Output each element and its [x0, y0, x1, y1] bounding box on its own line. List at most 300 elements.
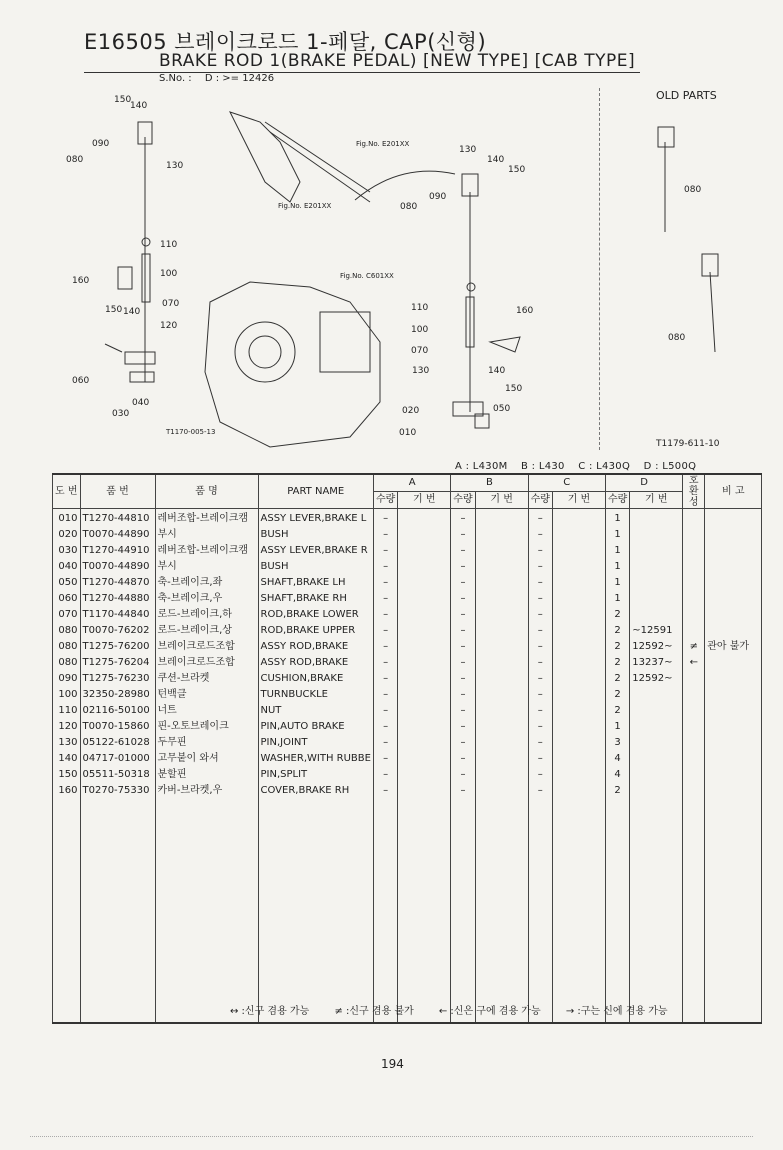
qty-d: 2 [605, 623, 629, 639]
fig-ref: Fig.No. C601XX [340, 272, 394, 280]
serial-a [398, 591, 451, 607]
serial-d [630, 703, 683, 719]
qty-a: – [373, 719, 397, 735]
serial-a [398, 607, 451, 623]
part-number: T0070-15860 [80, 719, 155, 735]
callout: 040 [132, 398, 150, 408]
qty-d: 2 [605, 607, 629, 623]
serial-a [398, 783, 451, 799]
serial-b [475, 559, 528, 575]
qty-b: – [451, 687, 475, 703]
part-name: PIN,AUTO BRAKE [258, 719, 373, 735]
variant-legend [455, 461, 706, 472]
name-korean: 부시 [155, 527, 258, 543]
serial-label: S.No. : [159, 73, 192, 84]
qty-c: – [528, 687, 552, 703]
qty-d: 2 [605, 639, 629, 655]
callout: 150 [508, 165, 526, 175]
name-korean: 브레이크로드조합 [155, 655, 258, 671]
callout: 140 [130, 101, 148, 111]
part-name: COVER,BRAKE RH [258, 783, 373, 799]
qty-c: – [528, 591, 552, 607]
exploded-diagram [50, 82, 750, 454]
page-number: 194 [381, 1057, 404, 1071]
empty-cell [80, 799, 155, 1023]
callout: 090 [429, 192, 447, 202]
qty-d: 2 [605, 655, 629, 671]
qty-b: – [451, 783, 475, 799]
header-qty: 수량 [605, 492, 629, 509]
empty-cell [475, 799, 528, 1023]
qty-c: – [528, 527, 552, 543]
qty-c: – [528, 639, 552, 655]
compat-mark [683, 687, 705, 703]
qty-b: – [451, 575, 475, 591]
qty-a: – [373, 735, 397, 751]
empty-cell [398, 799, 451, 1023]
qty-c: – [528, 783, 552, 799]
qty-a: – [373, 543, 397, 559]
qty-b: – [451, 623, 475, 639]
serial-d [630, 591, 683, 607]
compat-mark [683, 623, 705, 639]
remarks [705, 735, 762, 751]
qty-b: – [451, 703, 475, 719]
callout: 090 [92, 139, 110, 149]
row-number: 110 [53, 703, 81, 719]
table-row [53, 687, 762, 703]
qty-d: 1 [605, 575, 629, 591]
serial-a [398, 671, 451, 687]
serial-c [552, 607, 605, 623]
row-number: 160 [53, 783, 81, 799]
qty-a: – [373, 671, 397, 687]
qty-c: – [528, 559, 552, 575]
serial-a [398, 735, 451, 751]
compat-mark [683, 719, 705, 735]
qty-a: – [373, 655, 397, 671]
qty-a: – [373, 687, 397, 703]
qty-b: – [451, 559, 475, 575]
compat-mark [683, 543, 705, 559]
header-serial: 기 번 [398, 492, 451, 509]
qty-a: – [373, 607, 397, 623]
remarks [705, 591, 762, 607]
empty-cell [683, 799, 705, 1023]
callout: 100 [411, 325, 429, 335]
remarks [705, 527, 762, 543]
serial-a [398, 559, 451, 575]
qty-b: – [451, 591, 475, 607]
serial-b [475, 509, 528, 528]
variant-d: D : L500Q [643, 461, 697, 472]
serial-a [398, 623, 451, 639]
serial-c [552, 509, 605, 528]
compat-mark [683, 527, 705, 543]
legend-item: ↔ :신구 겸용 가능 [230, 1006, 310, 1017]
part-name: SHAFT,BRAKE LH [258, 575, 373, 591]
table-row [53, 751, 762, 767]
row-number: 060 [53, 591, 81, 607]
serial-c [552, 527, 605, 543]
serial-c [552, 671, 605, 687]
name-korean: 레버조합-브레이크캠 [155, 509, 258, 528]
table-row [53, 509, 762, 528]
part-number: T0270-75330 [80, 783, 155, 799]
qty-c: – [528, 767, 552, 783]
header-variant-a: A [373, 474, 450, 492]
page-title-korean: E16505 브레이크로드 1-페달, CAP(신형) [84, 30, 487, 54]
serial-c [552, 751, 605, 767]
row-number: 080 [53, 623, 81, 639]
remarks [705, 543, 762, 559]
compat-mark [683, 591, 705, 607]
qty-c: – [528, 543, 552, 559]
callout: 120 [160, 321, 178, 331]
remarks [705, 623, 762, 639]
qty-a: – [373, 591, 397, 607]
part-name: BUSH [258, 559, 373, 575]
table-row [53, 767, 762, 783]
qty-a: – [373, 559, 397, 575]
serial-c [552, 559, 605, 575]
qty-b: – [451, 719, 475, 735]
serial-d [630, 751, 683, 767]
empty-cell [373, 799, 397, 1023]
header-variant-c: C [528, 474, 605, 492]
header-qty: 수량 [373, 492, 397, 509]
name-korean: 너트 [155, 703, 258, 719]
row-number: 080 [53, 655, 81, 671]
header-serial: 기 번 [475, 492, 528, 509]
qty-d: 4 [605, 751, 629, 767]
compat-mark [683, 607, 705, 623]
callout: 150 [114, 95, 132, 105]
row-number: 130 [53, 735, 81, 751]
part-name: WASHER,WITH RUBBE [258, 751, 373, 767]
row-number: 140 [53, 751, 81, 767]
empty-cell [53, 799, 81, 1023]
callout: 020 [402, 406, 420, 416]
header-remarks: 비 고 [705, 474, 762, 509]
fig-ref: Fig.No. E201XX [278, 202, 332, 210]
part-number: T1275-76200 [80, 639, 155, 655]
table-row [53, 591, 762, 607]
serial-b [475, 735, 528, 751]
qty-a: – [373, 639, 397, 655]
figure-ref-main: T1170-005-13 [166, 428, 216, 436]
table-row [53, 575, 762, 591]
remarks [705, 703, 762, 719]
remarks [705, 509, 762, 528]
callout: 140 [123, 307, 141, 317]
qty-d: 2 [605, 783, 629, 799]
header-variant-b: B [451, 474, 528, 492]
part-name: SHAFT,BRAKE RH [258, 591, 373, 607]
name-korean: 부시 [155, 559, 258, 575]
callout: 010 [399, 428, 417, 438]
figure-ref-old: T1179-611-10 [656, 439, 720, 449]
row-number: 040 [53, 559, 81, 575]
serial-d [630, 543, 683, 559]
table-row [53, 607, 762, 623]
table-row [53, 671, 762, 687]
compat-mark: ≠ [683, 639, 705, 655]
part-name: ASSY LEVER,BRAKE R [258, 543, 373, 559]
table-row [53, 639, 762, 655]
table-row [53, 543, 762, 559]
qty-a: – [373, 751, 397, 767]
callout: 140 [487, 155, 505, 165]
serial-d [630, 559, 683, 575]
qty-d: 4 [605, 767, 629, 783]
table-row [53, 703, 762, 719]
table-filler [53, 799, 762, 1023]
compat-mark [683, 703, 705, 719]
row-number: 080 [53, 639, 81, 655]
serial-a [398, 639, 451, 655]
callout: 070 [411, 346, 429, 356]
name-korean: 축-브레이크,좌 [155, 575, 258, 591]
row-number: 090 [53, 671, 81, 687]
part-name: PIN,SPLIT [258, 767, 373, 783]
table-row [53, 527, 762, 543]
row-number: 050 [53, 575, 81, 591]
serial-a [398, 719, 451, 735]
qty-c: – [528, 607, 552, 623]
name-korean: 카버-브라켓,우 [155, 783, 258, 799]
serial-a [398, 527, 451, 543]
header-qty: 수량 [528, 492, 552, 509]
serial-c [552, 639, 605, 655]
table-row [53, 783, 762, 799]
row-number: 010 [53, 509, 81, 528]
part-name: ASSY LEVER,BRAKE L [258, 509, 373, 528]
qty-d: 1 [605, 559, 629, 575]
callout: 160 [516, 306, 534, 316]
qty-b: – [451, 655, 475, 671]
empty-cell [258, 799, 373, 1023]
name-korean: 분할핀 [155, 767, 258, 783]
serial-c [552, 543, 605, 559]
header-serial: 기 번 [552, 492, 605, 509]
serial-b [475, 655, 528, 671]
qty-d: 2 [605, 671, 629, 687]
name-korean: 쿠션-브라켓 [155, 671, 258, 687]
serial-c [552, 687, 605, 703]
table-row [53, 655, 762, 671]
part-number: T0070-76202 [80, 623, 155, 639]
serial-b [475, 767, 528, 783]
part-number: 05511-50318 [80, 767, 155, 783]
name-korean: 턴백클 [155, 687, 258, 703]
serial-b [475, 639, 528, 655]
part-name: BUSH [258, 527, 373, 543]
qty-a: – [373, 527, 397, 543]
name-korean: 로드-브레이크,상 [155, 623, 258, 639]
serial-a [398, 509, 451, 528]
serial-d [630, 735, 683, 751]
serial-b [475, 703, 528, 719]
remarks [705, 559, 762, 575]
header-no: 도 번 [53, 474, 81, 509]
serial-b [475, 783, 528, 799]
compat-mark [683, 671, 705, 687]
part-number: T1270-44810 [80, 509, 155, 528]
table-row [53, 623, 762, 639]
part-name: CUSHION,BRAKE [258, 671, 373, 687]
qty-d: 2 [605, 687, 629, 703]
remarks [705, 767, 762, 783]
callout: 050 [493, 404, 511, 414]
parts-table [52, 473, 762, 1024]
empty-cell [155, 799, 258, 1023]
old-parts-label: OLD PARTS [656, 89, 717, 102]
qty-c: – [528, 735, 552, 751]
serial-d [630, 527, 683, 543]
compat-mark [683, 783, 705, 799]
remarks [705, 719, 762, 735]
serial-d [630, 687, 683, 703]
qty-b: – [451, 735, 475, 751]
header-part-no: 품 번 [80, 474, 155, 509]
row-number: 030 [53, 543, 81, 559]
part-number: T1270-44910 [80, 543, 155, 559]
serial-b [475, 751, 528, 767]
qty-b: – [451, 527, 475, 543]
header-qty: 수량 [451, 492, 475, 509]
qty-c: – [528, 719, 552, 735]
part-name: ASSY ROD,BRAKE [258, 655, 373, 671]
part-number: 02116-50100 [80, 703, 155, 719]
remarks [705, 655, 762, 671]
qty-c: – [528, 671, 552, 687]
footer-rule [30, 1136, 753, 1137]
remarks: 관아 불가 [705, 639, 762, 655]
part-number: T0070-44890 [80, 559, 155, 575]
page-title-english: BRAKE ROD 1(BRAKE PEDAL) [NEW TYPE] [CAB TYPE] [159, 51, 636, 71]
callout: 160 [72, 276, 90, 286]
remarks [705, 671, 762, 687]
serial-d [630, 509, 683, 528]
table-row [53, 719, 762, 735]
compat-mark [683, 767, 705, 783]
qty-b: – [451, 607, 475, 623]
qty-a: – [373, 623, 397, 639]
qty-b: – [451, 751, 475, 767]
serial-d: 12592~ [630, 671, 683, 687]
serial-b [475, 575, 528, 591]
serial-d: ~12591 [630, 623, 683, 639]
qty-c: – [528, 751, 552, 767]
serial-d [630, 607, 683, 623]
qty-d: 1 [605, 527, 629, 543]
qty-a: – [373, 783, 397, 799]
callout: 060 [72, 376, 90, 386]
compat-mark [683, 509, 705, 528]
qty-d: 3 [605, 735, 629, 751]
serial-b [475, 623, 528, 639]
name-korean: 핀-오토브레이크 [155, 719, 258, 735]
name-korean: 축-브레이크,우 [155, 591, 258, 607]
qty-a: – [373, 509, 397, 528]
legend-item: → :구는 신에 겸용 가능 [565, 1006, 668, 1017]
part-name: TURNBUCKLE [258, 687, 373, 703]
qty-d: 1 [605, 591, 629, 607]
part-number: T0070-44890 [80, 527, 155, 543]
compat-mark [683, 575, 705, 591]
part-number: 32350-28980 [80, 687, 155, 703]
serial-d [630, 767, 683, 783]
remarks [705, 751, 762, 767]
header-part-name: PART NAME [258, 474, 373, 509]
callout: 150 [105, 305, 123, 315]
qty-c: – [528, 623, 552, 639]
part-number: T1275-76230 [80, 671, 155, 687]
serial-c [552, 575, 605, 591]
callout: 150 [505, 384, 523, 394]
remarks [705, 687, 762, 703]
callout: 110 [411, 303, 429, 313]
serial-a [398, 751, 451, 767]
legend-item: ≠ :신구 겸용 불가 [334, 1006, 414, 1017]
name-korean: 두무핀 [155, 735, 258, 751]
qty-b: – [451, 671, 475, 687]
compat-mark: ← [683, 655, 705, 671]
row-number: 100 [53, 687, 81, 703]
serial-a [398, 687, 451, 703]
serial-d [630, 783, 683, 799]
variant-c: C : L430Q [578, 461, 631, 472]
name-korean: 고무붙이 와셔 [155, 751, 258, 767]
part-name: ASSY ROD,BRAKE [258, 639, 373, 655]
serial-a [398, 655, 451, 671]
serial-b [475, 687, 528, 703]
part-name: NUT [258, 703, 373, 719]
qty-d: 1 [605, 719, 629, 735]
empty-cell [605, 799, 629, 1023]
header-name-ko: 품 명 [155, 474, 258, 509]
callout: 130 [166, 161, 184, 171]
header-variant-d: D [605, 474, 682, 492]
callout: 130 [412, 366, 430, 376]
part-number: T1270-44870 [80, 575, 155, 591]
empty-cell [451, 799, 475, 1023]
serial-b [475, 607, 528, 623]
serial-d: 12592~ [630, 639, 683, 655]
callout: 070 [162, 299, 180, 309]
table-row [53, 559, 762, 575]
serial-a [398, 703, 451, 719]
row-number: 070 [53, 607, 81, 623]
qty-c: – [528, 575, 552, 591]
name-korean: 로드-브레이크,하 [155, 607, 258, 623]
serial-a [398, 767, 451, 783]
serial-c [552, 719, 605, 735]
callout: 110 [160, 240, 178, 250]
serial-d: 13237~ [630, 655, 683, 671]
qty-d: 1 [605, 543, 629, 559]
compat-legend [230, 1002, 690, 1017]
qty-b: – [451, 767, 475, 783]
serial-c [552, 735, 605, 751]
figure-divider [599, 88, 600, 450]
remarks [705, 575, 762, 591]
compat-mark [683, 559, 705, 575]
callout: 100 [160, 269, 178, 279]
serial-c [552, 623, 605, 639]
serial-d [630, 575, 683, 591]
